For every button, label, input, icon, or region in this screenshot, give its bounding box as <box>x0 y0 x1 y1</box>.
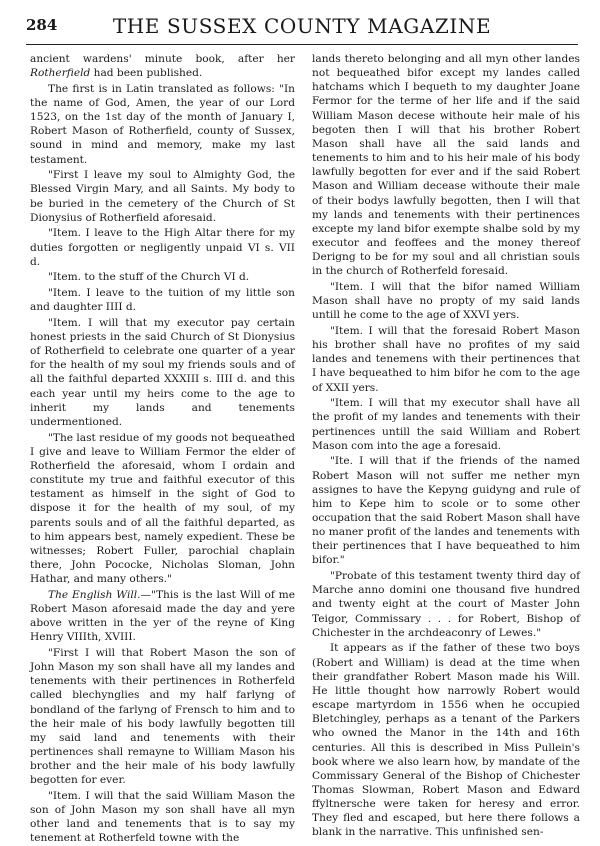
paragraph: The first is in Latin translated as follows: "In the name of God, Amen, the year of our Lord 1523, on the 1st day of the month of January I, Robert Mason of Rotherfield, county of Sussex, sound in mind and memory, make my last testament. <box>30 82 295 166</box>
paragraph: "First I will that Robert Mason the son of John Mason my son shall have all my landes and tenements with their pertinences in Rotherfeld called blechynglies and my half farlyng of bondland of the farlyng of Frensch to him and to the heir male of his body lawfully begotten till my said land and tenements with their pertinences shall remayne to William Mason his brother and the heir male of his body lawfully begotten for ever. <box>30 646 295 787</box>
text-run: ancient wardens' minute book, after her <box>30 53 295 65</box>
right-column <box>312 52 580 840</box>
page-number: 284 <box>26 16 58 34</box>
paragraph <box>30 588 295 645</box>
journal-title: THE SUSSEX COUNTY MAGAZINE <box>112 14 492 38</box>
paragraph: "Item. I will that the foresaid Robert Mason his brother shall have no profites of my said landes and tenemens with their pertinences that I have bequeathed to him bifor he com to the age of XXII yers. <box>312 324 580 394</box>
paragraph: "First I leave my soul to Almighty God, the Blessed Virgin Mary, and all Saints. My body to be buried in the cemetery of the Church of St Dionysius of Rotherfield aforesaid. <box>30 169 295 224</box>
paragraph: "Item. I leave to the tuition of my little son and daughter IIII d. <box>30 287 295 314</box>
book-title: Rotherfield <box>30 67 91 80</box>
paragraph: "Item. I leave to the High Altar there for my duties forgotten or negligently unpaid VI s. VII d. <box>30 227 295 268</box>
paragraph: "Item. I will that my executor shall have all the profit of my landes and tenements with their pertinences untill the said William and Robert Mason com into the age a foresaid. <box>312 397 580 452</box>
header-rule <box>26 44 578 45</box>
paragraph: "Item. I will that the said William Mason the son of John Mason my son shall have all myn other land and tenements that is to say my tenement at Rotherfeld towne with the <box>30 789 295 845</box>
paragraph <box>30 52 295 80</box>
paragraph: lands thereto belonging and all myn other landes not bequeathed bifor except my landes called hatchams which I bequeth to my daughter Joane Fermor for the terme of her life and if the said William Mason decese withoute heir male of his begoten then I will that his brother Robert Mason shall have all the said lands and tenements to him and to his heir male of his body lawfully begotten for ever and if the said Robert Mason and William decease withoute their male of their bodys lawfully begotten, then I will that my lands and tenements with their pertinences excepte my land bifor exempte shalbe sold by my executor and feoffees and the money thereof Derigng to be for my soul and all christian souls in the church of Rotherfeld foresaid. <box>312 53 580 278</box>
text-run: —"This is the last Will of me Robert Mason aforesaid made the day and yere above written in the yer of the reyne of King Henry VIIIth, XVIII. <box>30 588 295 644</box>
left-column <box>30 52 295 846</box>
paragraph: "Ite. I will that if the friends of the named Robert Mason will not suffer me nether myn assignes to have the Kepyng guidyng and rule of him to Kepe him to scole or to some other occupation that the said Robert Mason shall have no maner profit of the landes and tenements with their pertinences that I have bequeathed to him bifor." <box>312 455 580 567</box>
paragraph: It appears as if the father of these two boys (Robert and William) is dead at the time when their grandfather Robert Mason made his Will. He little thought how narrowly Robert would escape martyrdom in 1556 when he occupied Bletchingley, perhaps as a tenant of the Parkers who owned the Manor in the 14th and 16th centuries. All this is described in Miss Pullein's book where we also learn how, by mandate of the Commissary General of the Bishop of Chichester Thomas Slowman, Robert Mason and Edward ffyltnersche were taken for heresy and error. They fled and escaped, but here there follows a blank in the narrative. This unfinished sen- <box>312 642 580 839</box>
section-heading: The English Will. <box>48 588 141 601</box>
paragraph: "Item. I will that my executor pay certain honest priests in the said Church of St Dionysius of Rotherfield to celebrate one quarter of a year for the health of my soul my friends souls and of all the faithful departed XXXIII s. IIII d. and this each year until my heirs come to the age to inherit my lands and tenements undermentioned. <box>30 316 295 428</box>
text-run: had been published. <box>90 67 203 80</box>
paragraph: "Item. I will that the bifor named William Mason shall have no propty of my said lands untill he come to the age of XXVI yers. <box>312 281 580 322</box>
paragraph: "Item. to the stuff of the Church VI d. <box>48 271 250 284</box>
paragraph: "The last residue of my goods not bequeathed I give and leave to William Fermor the elder of Rotherfield the aforesaid, whom I ordain and constitute my true and faithful executor of this testament as himself in the sight of God to dispose it for the health of my soul, of my parents souls and of all the faithful departed, as to him appears best, namely expedient. These be witnesses; Robert Fuller, parochial chaplain there, John Pococke, Nicholas Sloman, John Hathar, and many others." <box>30 431 295 586</box>
page-header <box>26 14 578 40</box>
paragraph: "Probate of this testament twenty third day of Marche anno domini one thousand five hundred and twenty eight at the court of Master John Teigor, Commissary . . . for Robert, Bishop of Chichester in the archdeaconry of Lewes." <box>312 570 580 639</box>
